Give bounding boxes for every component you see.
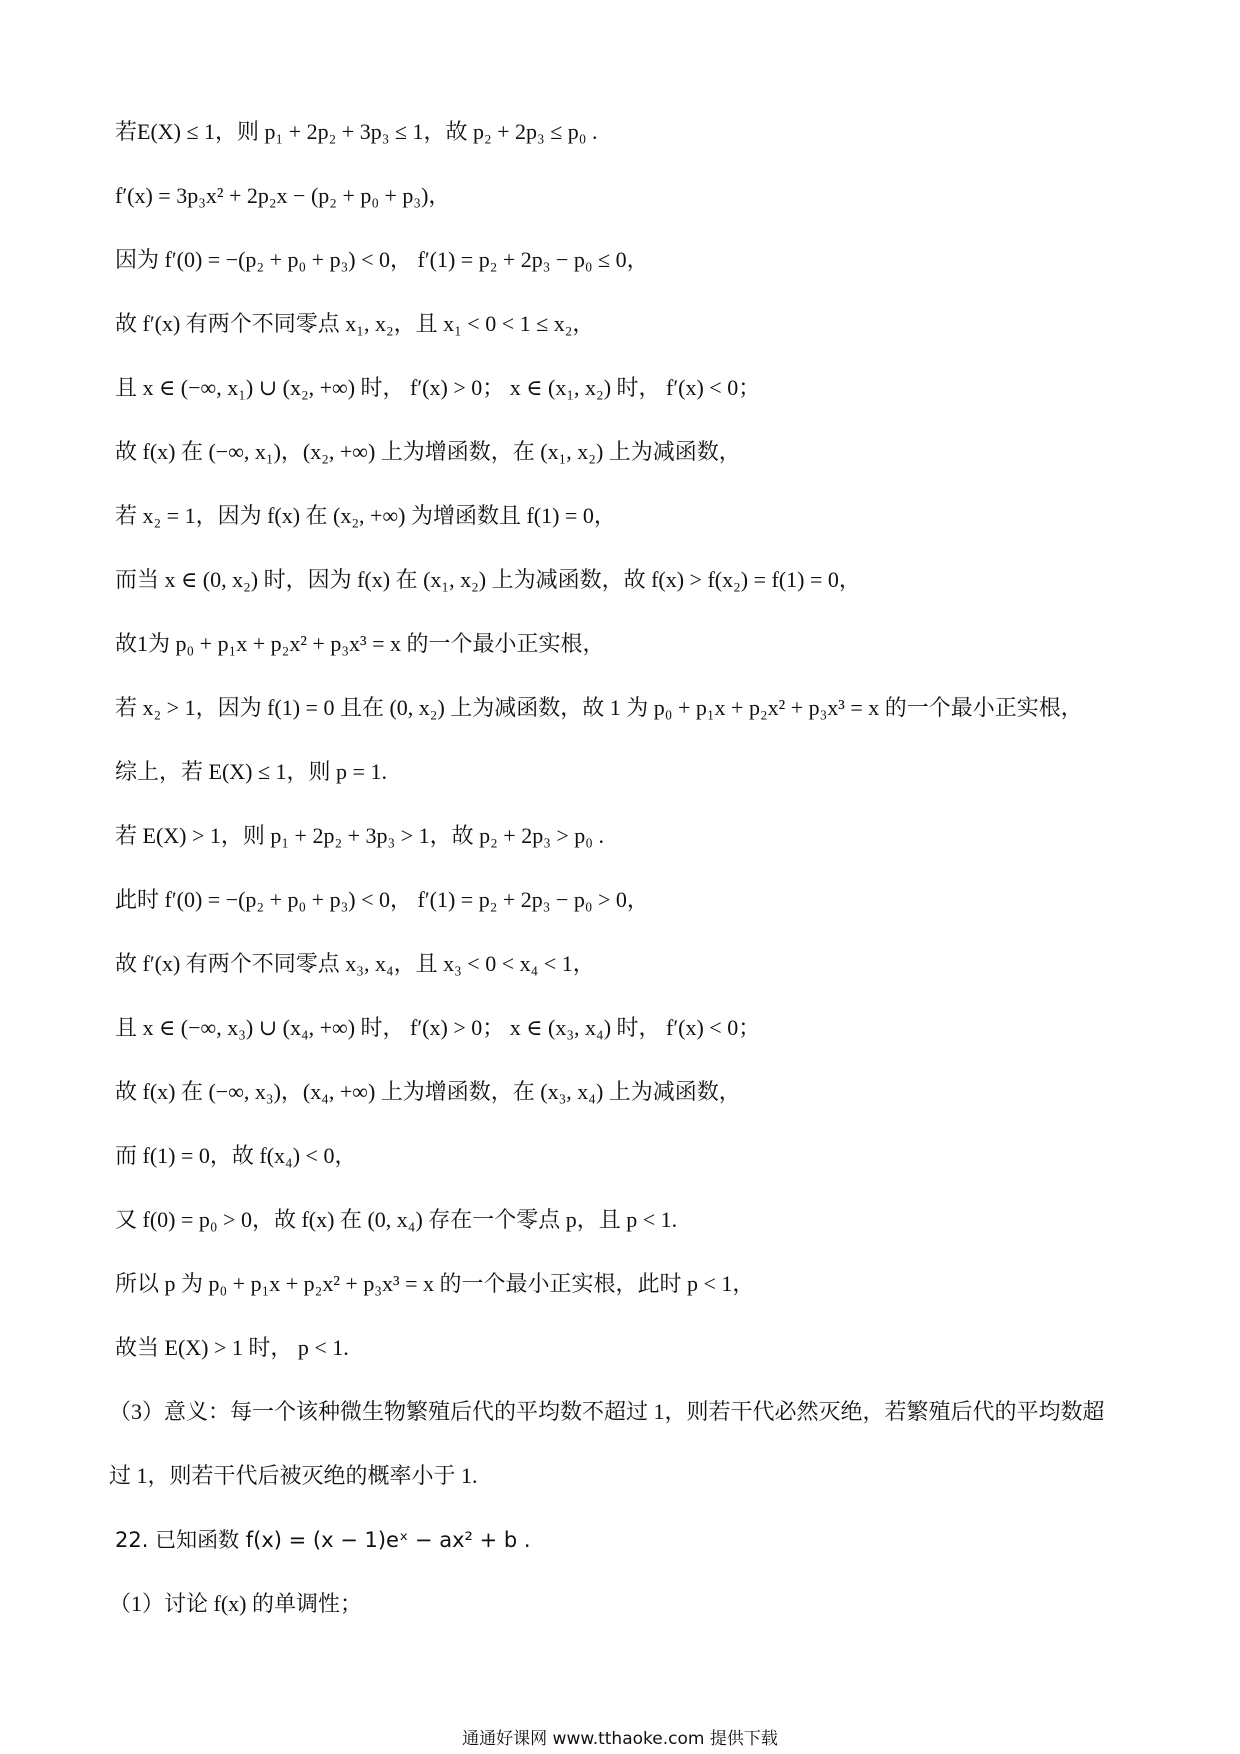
page-footer: 通通好课网 www.tthaoke.com 提供下载	[462, 1729, 778, 1749]
solution-line: 故 f(x) 在 (−∞, x₁)，(x₂, +∞) 上为增函数，在 (x₁, x₂) 上为减函数，	[115, 439, 741, 464]
solution-line: 且 x ∈ (−∞, x₃) ∪ (x₄, +∞) 时， f′(x) > 0； x ∈ (x₃, x₄) 时， f′(x) < 0；	[115, 1015, 761, 1040]
problem-22-statement: 22. 已知函数 f(x) = (x − 1)eˣ − ax² + b .	[115, 1528, 531, 1552]
solution-line: 故 f′(x) 有两个不同零点 x₁, x₂，且 x₁ < 0 < 1 ≤ x₂，	[115, 311, 595, 336]
solution-line: 故当 E(X) > 1 时， p < 1.	[115, 1335, 349, 1360]
solution-line: 故 f′(x) 有两个不同零点 x₃, x₄，且 x₃ < 0 < x₄ < 1，	[115, 951, 595, 976]
solution-line: 若 x₂ > 1，因为 f(1) = 0 且在 (0, x₂) 上为减函数，故 1 为 p₀ + p₁x + p₂x² + p₃x³ = x 的一个最小正实根，	[115, 695, 1083, 720]
solution-line: 若E(X) ≤ 1，则 p₁ + 2p₂ + 3p₃ ≤ 1，故 p₂ + 2p₃ ≤ p₀ .	[115, 119, 598, 144]
solution-line: 若 E(X) > 1，则 p₁ + 2p₂ + 3p₃ > 1，故 p₂ + 2p₃ > p₀ .	[115, 823, 604, 848]
solution-line: 而 f(1) = 0，故 f(x₄) < 0，	[115, 1143, 357, 1168]
solution-line: f′(x) = 3p₃x² + 2p₂x − (p₂ + p₀ + p₃)，	[115, 183, 451, 208]
problem-22-part-1: （1）讨论 f(x) 的单调性；	[109, 1591, 362, 1616]
meaning-paragraph: （3）意义：每一个该种微生物繁殖后代的平均数不超过 1，则若干代必然灭绝，若繁殖后代的平均数超过 1，则若干代后被灭绝的概率小于 1.	[109, 1399, 1105, 1488]
solution-line: 因为 f′(0) = −(p₂ + p₀ + p₃) < 0， f′(1) = p₂ + 2p₃ − p₀ ≤ 0，	[115, 247, 649, 272]
solution-line: 故1为 p₀ + p₁x + p₂x² + p₃x³ = x 的一个最小正实根，	[115, 631, 605, 656]
solution-line: 又 f(0) = p₀ > 0，故 f(x) 在 (0, x₄) 存在一个零点 p，且 p < 1.	[115, 1207, 678, 1232]
solution-line: 若 x₂ = 1，因为 f(x) 在 (x₂, +∞) 为增函数且 f(1) = 0，	[115, 503, 616, 528]
solution-line: 而当 x ∈ (0, x₂) 时，因为 f(x) 在 (x₁, x₂) 上为减函数，故 f(x) > f(x₂) = f(1) = 0，	[115, 567, 861, 592]
solution-line: 且 x ∈ (−∞, x₁) ∪ (x₂, +∞) 时， f′(x) > 0； x ∈ (x₁, x₂) 时， f′(x) < 0；	[115, 375, 761, 400]
solution-body	[109, 100, 1145, 1636]
solution-line: 综上，若 E(X) ≤ 1，则 p = 1.	[115, 759, 387, 784]
solution-line: 此时 f′(0) = −(p₂ + p₀ + p₃) < 0， f′(1) = p₂ + 2p₃ − p₀ > 0，	[115, 887, 649, 912]
solution-line: 故 f(x) 在 (−∞, x₃)，(x₄, +∞) 上为增函数，在 (x₃, x₄) 上为减函数，	[115, 1079, 741, 1104]
solution-line: 所以 p 为 p₀ + p₁x + p₂x² + p₃x³ = x 的一个最小正实根，此时 p < 1，	[115, 1271, 755, 1296]
